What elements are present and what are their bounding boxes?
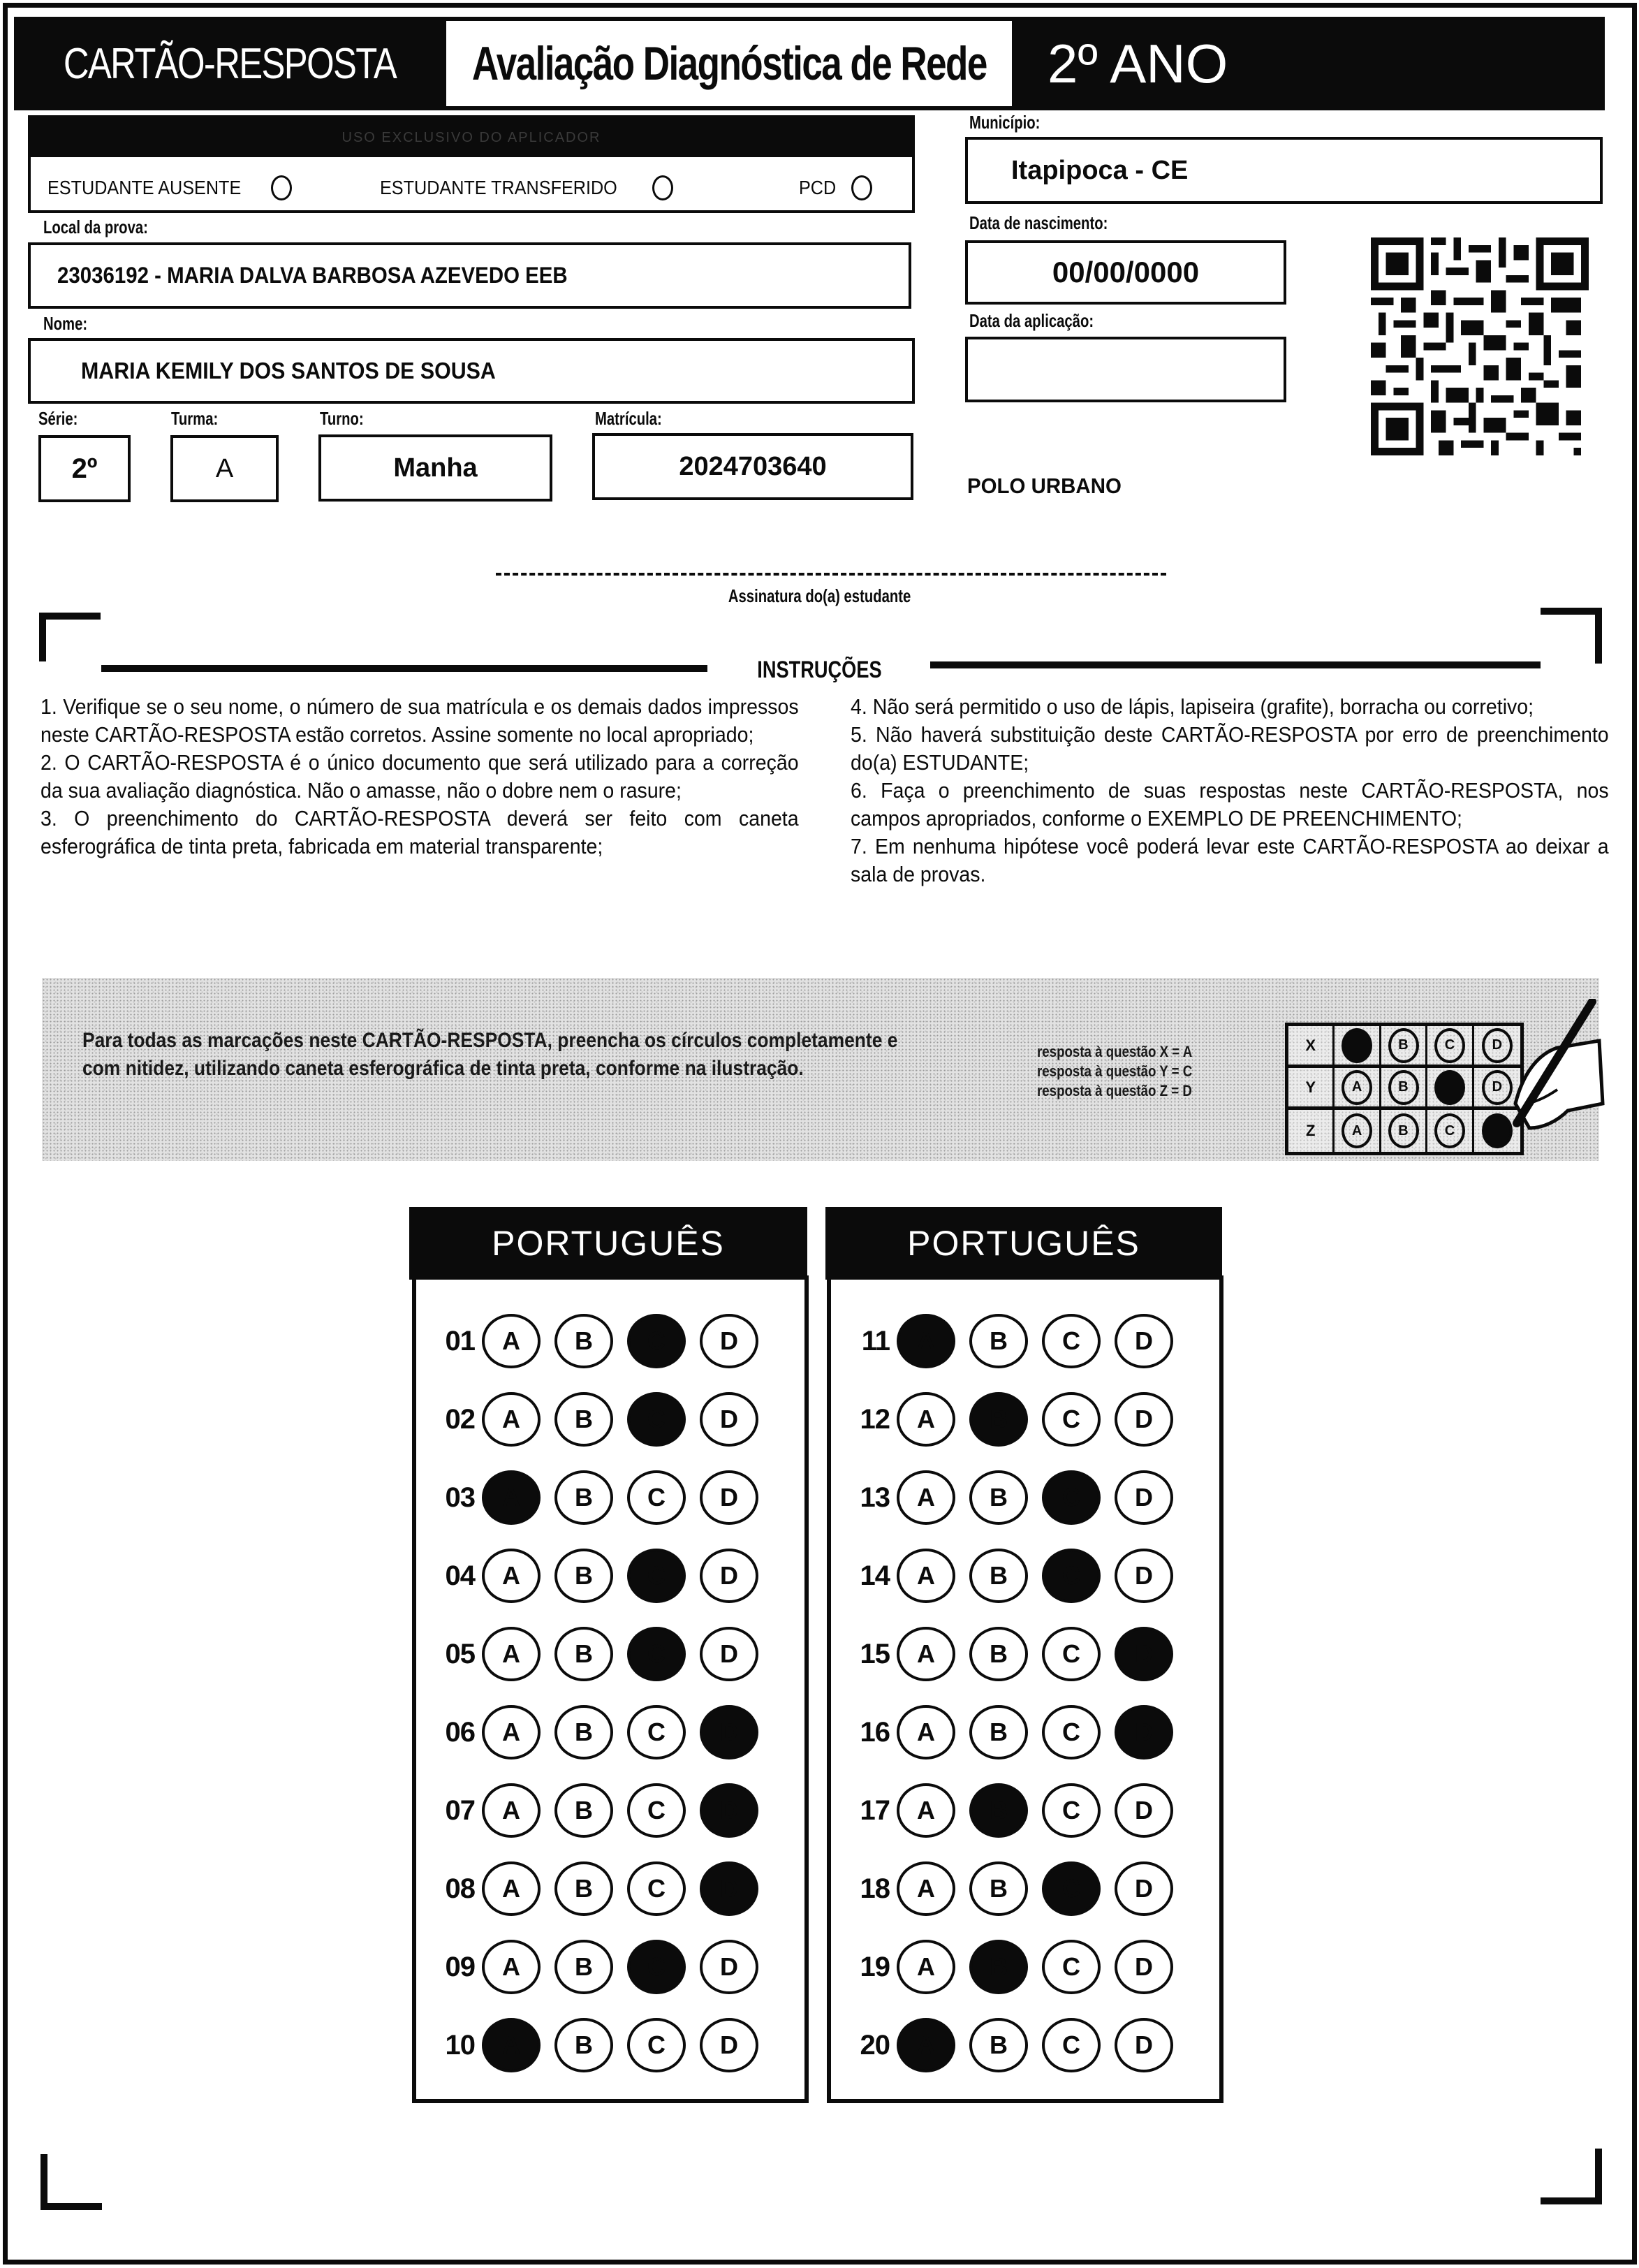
question-row xyxy=(831,1778,1187,1843)
answer-bubble-c[interactable]: C xyxy=(1042,1783,1101,1838)
answer-bubble-a[interactable]: A xyxy=(482,1705,541,1759)
corner-mark-br-h xyxy=(1541,2197,1602,2204)
example-bubble: B xyxy=(1388,1070,1419,1105)
fill-example-keys: resposta à questão X = A resposta à questão Y = C resposta à questão Z = D xyxy=(1037,1043,1193,1099)
question-row xyxy=(416,1309,772,1373)
corner-mark-tl xyxy=(39,613,46,661)
question-number: 03 xyxy=(445,1481,475,1513)
answer-bubble-d[interactable]: D xyxy=(700,2018,758,2072)
answer-bubble-c[interactable]: C xyxy=(1042,1392,1101,1447)
serie-label: Série: xyxy=(38,408,78,429)
example-row-x: X B C D xyxy=(1288,1026,1520,1068)
header-bar xyxy=(14,17,1605,110)
serie-field: 2º xyxy=(38,435,131,502)
example-row-z: Z A B C xyxy=(1288,1110,1520,1152)
polo-label: POLO URBANO xyxy=(967,474,1122,498)
question-row xyxy=(416,1544,772,1608)
answer-bubble-c[interactable]: C xyxy=(1042,1940,1101,1994)
answer-bubble-d[interactable]: D xyxy=(1115,1940,1173,1994)
answer-bubble-d[interactable]: D xyxy=(700,1470,758,1525)
subject-header-2: PORTUGUÊS xyxy=(825,1207,1222,1280)
exam-title: Avaliação Diagnóstica de Rede xyxy=(471,37,987,90)
turma-label: Turma: xyxy=(171,408,219,429)
data-aplicacao-field[interactable] xyxy=(965,337,1286,402)
question-number: 13 xyxy=(860,1481,890,1513)
example-bubble: B xyxy=(1388,1113,1419,1148)
answer-bubble-d[interactable]: D xyxy=(700,1627,758,1681)
answer-bubble-a[interactable]: A xyxy=(897,1470,955,1525)
answer-bubble-b[interactable]: B xyxy=(554,2018,613,2072)
answer-bubble-d[interactable]: D xyxy=(1115,1783,1173,1838)
answer-bubble-b[interactable]: B xyxy=(969,1392,1028,1447)
answer-bubble-d[interactable]: D xyxy=(1115,1705,1173,1759)
nome-label: Nome: xyxy=(43,313,88,334)
answer-bubble-c[interactable]: C xyxy=(1042,1861,1101,1916)
answer-bubble-a[interactable]: A xyxy=(482,1314,541,1368)
option-estudante-ausente[interactable]: ESTUDANTE AUSENTE xyxy=(47,175,292,200)
answer-bubble-c[interactable]: C xyxy=(1042,1549,1101,1603)
question-number: 15 xyxy=(860,1638,890,1669)
question-number: 08 xyxy=(445,1873,475,1904)
instruction-item: 5. Não haverá substituição deste CARTÃO-RESPOSTA por erro de preenchimento do(a) ESTUDANTE; xyxy=(851,722,1609,775)
answer-bubble-d[interactable]: D xyxy=(1115,1470,1173,1525)
question-number: 09 xyxy=(445,1951,475,1982)
question-row xyxy=(416,1387,772,1451)
fill-example-text: Para todas as marcações neste CARTÃO-RESPOSTA, preencha os círculos completamente e com nitidez, utilizando caneta esferográfica de tinta preta, conforme na ilustração. xyxy=(82,1029,898,1080)
instruction-item: 1. Verifique se o seu nome, o número de sua matrícula e os demais dados impressos neste CARTÃO-RESPOSTA estão corretos. Assine somente no local apropriado; xyxy=(41,694,799,747)
question-number: 07 xyxy=(445,1794,475,1826)
answer-bubble-b[interactable]: B xyxy=(554,1705,613,1759)
corner-mark-tl-h xyxy=(39,613,101,620)
question-row xyxy=(831,1935,1187,1999)
question-number: 14 xyxy=(860,1560,890,1591)
answer-bubble-a[interactable]: A xyxy=(897,1783,955,1838)
instruction-item: 4. Não será permitido o uso de lápis, lapiseira (grafite), borracha ou corretivo; xyxy=(851,694,1534,719)
corner-mark-br xyxy=(1595,2149,1602,2204)
answer-bubble-c[interactable]: C xyxy=(627,1705,686,1759)
answer-bubble-a[interactable]: A xyxy=(897,2018,955,2072)
answer-bubble-b[interactable]: B xyxy=(969,1940,1028,1994)
card-title: CARTÃO-RESPOSTA xyxy=(63,39,397,88)
corner-mark-bl xyxy=(41,2154,47,2210)
example-bubble: A xyxy=(1342,1113,1372,1148)
answer-bubble-a[interactable]: A xyxy=(897,1940,955,1994)
question-row xyxy=(831,2013,1187,2077)
answer-bubble-a[interactable]: A xyxy=(897,1861,955,1916)
answer-bubble-c[interactable]: C xyxy=(627,1470,686,1525)
pcd-bubble[interactable] xyxy=(851,175,872,200)
answer-bubble-b[interactable]: B xyxy=(554,1392,613,1447)
matricula-label: Matrícula: xyxy=(595,408,662,429)
answer-bubble-b[interactable]: B xyxy=(969,1861,1028,1916)
answer-bubble-c[interactable]: C xyxy=(627,1940,686,1994)
qr-code-icon xyxy=(1369,237,1591,455)
question-row xyxy=(831,1700,1187,1764)
question-row xyxy=(416,1857,772,1921)
answer-bubble-c[interactable]: C xyxy=(627,1314,686,1368)
answer-bubble-d[interactable]: D xyxy=(700,1861,758,1916)
answer-bubble-b[interactable]: B xyxy=(969,1705,1028,1759)
answer-bubble-c[interactable]: C xyxy=(1042,1627,1101,1681)
example-bubble-filled xyxy=(1434,1070,1465,1105)
answer-bubble-d[interactable]: D xyxy=(1115,1861,1173,1916)
question-row xyxy=(416,2013,772,2077)
question-number: 17 xyxy=(860,1794,890,1826)
question-number: 11 xyxy=(861,1325,890,1356)
answer-bubble-b[interactable]: B xyxy=(554,1783,613,1838)
question-number: 16 xyxy=(860,1716,890,1748)
answer-bubble-d[interactable]: D xyxy=(1115,2018,1173,2072)
answer-bubble-c[interactable]: C xyxy=(627,2018,686,2072)
question-number: 05 xyxy=(445,1638,475,1669)
answer-bubble-a[interactable]: A xyxy=(482,2018,541,2072)
answer-bubble-c[interactable]: C xyxy=(1042,1705,1101,1759)
municipio-label: Município: xyxy=(969,112,1041,133)
question-number: 02 xyxy=(445,1403,475,1435)
example-bubble-filled xyxy=(1342,1028,1372,1063)
answer-bubble-d[interactable]: D xyxy=(700,1940,758,1994)
question-number: 18 xyxy=(860,1873,890,1904)
question-row xyxy=(831,1622,1187,1686)
answer-panel-2 xyxy=(827,1275,1223,2103)
example-bubble: B xyxy=(1388,1028,1419,1063)
answer-bubble-b[interactable]: B xyxy=(969,2018,1028,2072)
corner-mark-bl-h xyxy=(41,2203,102,2210)
answer-bubble-b[interactable]: B xyxy=(554,1549,613,1603)
answer-bubble-b[interactable]: B xyxy=(969,1627,1028,1681)
answer-bubble-d[interactable]: D xyxy=(1115,1392,1173,1447)
question-number: 20 xyxy=(860,2029,890,2061)
fill-example-band xyxy=(42,978,1599,1161)
answer-bubble-b[interactable]: B xyxy=(554,1627,613,1681)
example-bubble: A xyxy=(1342,1070,1372,1105)
answer-bubble-b[interactable]: B xyxy=(969,1783,1028,1838)
answer-bubble-b[interactable]: B xyxy=(554,1861,613,1916)
answer-bubble-a[interactable]: A xyxy=(482,1627,541,1681)
answer-bubble-a[interactable]: A xyxy=(897,1705,955,1759)
corner-mark-tr xyxy=(1595,608,1602,664)
hand-pen-icon xyxy=(1501,999,1606,1139)
exam-title-box xyxy=(446,21,1012,106)
signature-label: Assinatura do(a) estudante xyxy=(728,585,911,606)
instruction-item: 3. O preenchimento do CARTÃO-RESPOSTA deverá ser feito com caneta esferográfica de tinta preta, fabricada em material transparente; xyxy=(41,806,799,858)
answer-bubble-c[interactable]: C xyxy=(627,1549,686,1603)
answer-bubble-d[interactable]: D xyxy=(700,1783,758,1838)
instructions-title: INSTRUÇÕES xyxy=(757,657,882,683)
aplicador-box xyxy=(28,115,915,213)
option-pcd[interactable]: PCD xyxy=(799,175,872,200)
example-bubble: C xyxy=(1434,1028,1465,1063)
grade-badge: 2º ANO xyxy=(1048,32,1228,94)
answer-bubble-a[interactable]: A xyxy=(897,1549,955,1603)
corner-mark-tr-h xyxy=(1541,608,1602,615)
matricula-field: 2024703640 xyxy=(592,433,913,500)
ausente-bubble[interactable] xyxy=(271,175,292,200)
answer-bubble-c[interactable]: C xyxy=(1042,2018,1101,2072)
question-number: 19 xyxy=(860,1951,890,1982)
question-number: 10 xyxy=(445,2029,475,2061)
option-estudante-transferido[interactable]: ESTUDANTE TRANSFERIDO xyxy=(380,175,673,200)
question-row xyxy=(831,1544,1187,1608)
signature-line[interactable] xyxy=(496,573,1166,576)
answer-bubble-d[interactable]: D xyxy=(700,1314,758,1368)
question-row xyxy=(831,1857,1187,1921)
example-bubble: D xyxy=(1482,1070,1513,1105)
question-number: 06 xyxy=(445,1716,475,1748)
question-row xyxy=(416,1465,772,1530)
nome-field: MARIA KEMILY DOS SANTOS DE SOUSA xyxy=(28,338,915,404)
answer-bubble-c[interactable]: C xyxy=(627,1392,686,1447)
answer-bubble-a[interactable]: A xyxy=(897,1392,955,1447)
answer-bubble-c[interactable]: C xyxy=(627,1627,686,1681)
answer-bubble-b[interactable]: B xyxy=(969,1549,1028,1603)
answer-bubble-a[interactable]: A xyxy=(482,1940,541,1994)
answer-bubble-c[interactable]: C xyxy=(1042,1470,1101,1525)
example-bubble: D xyxy=(1482,1028,1513,1063)
example-row-y: Y A B D xyxy=(1288,1068,1520,1110)
local-prova-label: Local da prova: xyxy=(43,217,148,237)
answer-bubble-d[interactable]: D xyxy=(700,1392,758,1447)
subject-header-1: PORTUGUÊS xyxy=(409,1207,807,1280)
question-row xyxy=(831,1465,1187,1530)
question-number: 12 xyxy=(860,1403,890,1435)
turma-field: A xyxy=(170,435,279,502)
data-aplicacao-label: Data da aplicação: xyxy=(969,310,1094,331)
data-nascimento-field: 00/00/0000 xyxy=(965,240,1286,305)
answer-bubble-d[interactable]: D xyxy=(1115,1314,1173,1368)
question-row xyxy=(831,1387,1187,1451)
answer-bubble-b[interactable]: B xyxy=(969,1314,1028,1368)
answer-bubble-a[interactable]: A xyxy=(482,1549,541,1603)
answer-bubble-a[interactable]: A xyxy=(482,1392,541,1447)
aplicador-header: USO EXCLUSIVO DO APLICADOR xyxy=(31,118,912,157)
municipio-field: Itapipoca - CE xyxy=(965,137,1603,204)
answer-panel-1 xyxy=(412,1275,809,2103)
instruction-item: 7. Em nenhuma hipótese você poderá levar este CARTÃO-RESPOSTA ao deixar a sala de provas. xyxy=(851,834,1609,886)
local-prova-field: 23036192 - MARIA DALVA BARBOSA AZEVEDO EEB xyxy=(28,242,911,309)
question-number: 04 xyxy=(445,1560,475,1591)
answer-bubble-a[interactable]: A xyxy=(482,1783,541,1838)
answer-bubble-a[interactable]: A xyxy=(482,1861,541,1916)
answer-bubble-b[interactable]: B xyxy=(554,1940,613,1994)
answer-bubble-c[interactable]: C xyxy=(627,1861,686,1916)
answer-bubble-d[interactable]: D xyxy=(700,1705,758,1759)
question-row xyxy=(416,1935,772,1999)
example-bubble: C xyxy=(1434,1113,1465,1148)
transferido-bubble[interactable] xyxy=(652,175,673,200)
answer-bubble-d[interactable]: D xyxy=(1115,1627,1173,1681)
answer-bubble-d[interactable]: D xyxy=(700,1549,758,1603)
data-nascimento-label: Data de nascimento: xyxy=(969,212,1108,233)
answer-bubble-c[interactable]: C xyxy=(1042,1314,1101,1368)
instructions-left-column xyxy=(41,693,798,861)
question-number: 01 xyxy=(445,1325,475,1356)
answer-bubble-c[interactable]: C xyxy=(627,1783,686,1838)
answer-bubble-b[interactable]: B xyxy=(554,1314,613,1368)
question-row xyxy=(831,1309,1187,1373)
turno-label: Turno: xyxy=(320,408,364,429)
instructions-right-column xyxy=(851,693,1608,888)
fill-example-grid xyxy=(1285,1023,1524,1155)
question-row xyxy=(416,1700,772,1764)
instruction-item: 2. O CARTÃO-RESPOSTA é o único documento que será utilizado para a correção da sua avaliação diagnóstica. Não o amasse, não o dobre nem o rasure; xyxy=(41,750,799,803)
answer-bubble-b[interactable]: B xyxy=(969,1470,1028,1525)
answer-bubble-a[interactable]: A xyxy=(482,1470,541,1525)
instruction-item: 6. Faça o preenchimento de suas respostas neste CARTÃO-RESPOSTA, nos campos apropriados, conforme o EXEMPLO DE PREENCHIMENTO; xyxy=(851,778,1609,831)
answer-bubble-a[interactable]: A xyxy=(897,1627,955,1681)
answer-bubble-d[interactable]: D xyxy=(1115,1549,1173,1603)
answer-bubble-b[interactable]: B xyxy=(554,1470,613,1525)
answer-bubble-a[interactable]: A xyxy=(897,1314,955,1368)
question-row xyxy=(416,1778,772,1843)
turno-field: Manha xyxy=(318,434,552,502)
question-row xyxy=(416,1622,772,1686)
